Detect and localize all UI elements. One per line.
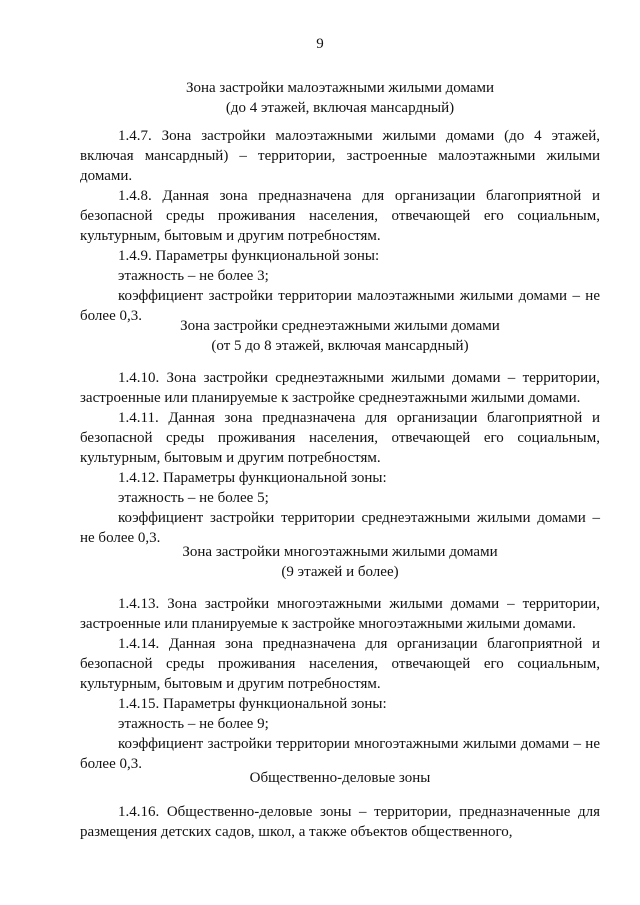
section-heading	[80, 78, 600, 118]
section-body	[80, 368, 600, 548]
section-body	[80, 126, 600, 326]
paragraph: 1.4.10. Зона застройки среднеэтажными жилыми домами – территории, застроенные или планируемые к застройке среднеэтажными жилыми домами.	[80, 370, 600, 406]
section-subtitle: (от 5 до 8 этажей, включая мансардный)	[211, 338, 469, 354]
section-body	[80, 802, 600, 842]
section-title: Общественно-деловые зоны	[249, 770, 431, 786]
paragraph: 1.4.12. Параметры функциональной зоны:	[118, 470, 387, 486]
section-heading	[80, 768, 600, 788]
paragraph: этажность – не более 3;	[118, 268, 269, 284]
paragraph: 1.4.9. Параметры функциональной зоны:	[118, 248, 380, 264]
paragraph: коэффициент застройки территории малоэтажными жилыми домами – не более 0,3.	[80, 288, 600, 324]
paragraph: 1.4.16. Общественно-деловые зоны – территории, предназначенные для размещения детских садов, школ, а также объектов общественного,	[80, 804, 600, 840]
paragraph: 1.4.14. Данная зона предназначена для организации благоприятной и безопасной среды проживания населения, отвечающей его социальным, культурным, бытовым и другим потребностям.	[80, 636, 600, 692]
section-body	[80, 594, 600, 774]
paragraph: 1.4.13. Зона застройки многоэтажными жилыми домами – территории, застроенные или планируемые к застройке многоэтажными жилыми домами.	[80, 596, 600, 632]
section-subtitle: (до 4 этажей, включая мансардный)	[225, 100, 455, 116]
section-title: Зона застройки среднеэтажными жилыми домами	[180, 318, 500, 334]
section-title: Зона застройки многоэтажными жилыми домами	[182, 544, 498, 560]
paragraph: коэффициент застройки территории многоэтажными жилыми домами – не более 0,3.	[80, 736, 600, 772]
paragraph: коэффициент застройки территории среднеэтажными жилыми домами – не более 0,3.	[80, 510, 600, 546]
paragraph: этажность – не более 9;	[118, 716, 269, 732]
paragraph: 1.4.15. Параметры функциональной зоны:	[118, 696, 387, 712]
paragraph: этажность – не более 5;	[118, 490, 269, 506]
paragraph: 1.4.8. Данная зона предназначена для организации благоприятной и безопасной среды проживания населения, отвечающей его социальным, культурным, бытовым и другим потребностям.	[80, 188, 600, 244]
section-heading	[80, 316, 600, 356]
paragraph: 1.4.11. Данная зона предназначена для организации благоприятной и безопасной среды проживания населения, отвечающей его социальным, культурным, бытовым и другим потребностям.	[80, 410, 600, 466]
section-title: Зона застройки малоэтажными жилыми домами	[185, 80, 495, 96]
section-subtitle: (9 этажей и более)	[281, 564, 399, 580]
page-number: 9	[316, 36, 324, 52]
paragraph: 1.4.7. Зона застройки малоэтажными жилыми домами (до 4 этажей, включая мансардный) – территории, застроенные малоэтажными жилыми домами.	[80, 128, 600, 184]
section-heading	[80, 542, 600, 582]
